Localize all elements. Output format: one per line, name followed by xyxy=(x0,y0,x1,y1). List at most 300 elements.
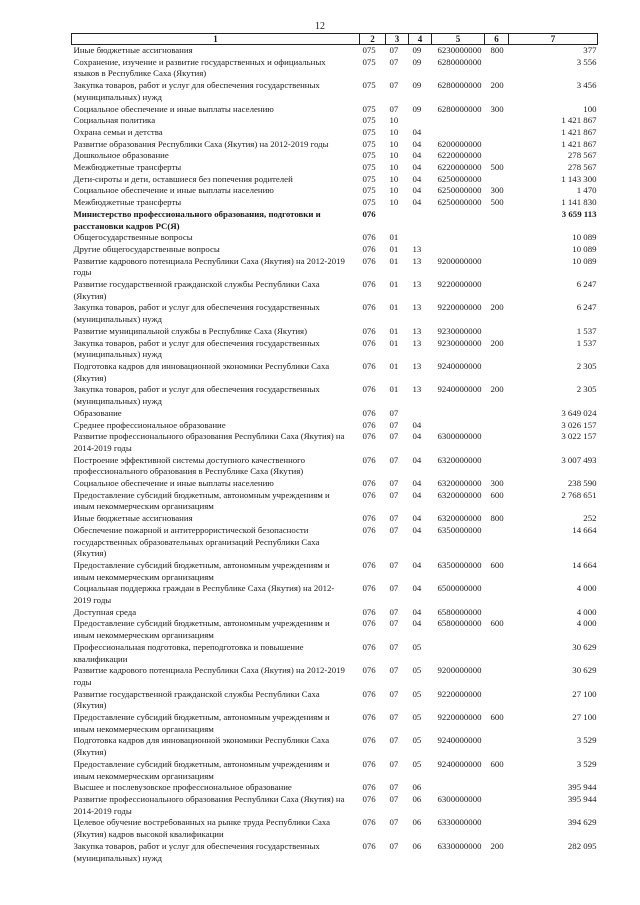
target-item-code: 9200000000 xyxy=(437,255,482,266)
ministry-code: 075 xyxy=(362,103,376,114)
target-item-code: 6500000000 xyxy=(437,583,482,594)
table-row xyxy=(72,150,598,162)
table-row xyxy=(72,57,598,80)
target-item-code: 6580000000 xyxy=(437,618,482,629)
table-row xyxy=(72,794,598,817)
section-code: 01 xyxy=(389,325,399,336)
table-row xyxy=(72,490,598,513)
section-code: 07 xyxy=(389,817,399,828)
row-description: Развитие государственной гражданской службы Республики Саха (Якутия) xyxy=(73,688,320,711)
table-row xyxy=(72,197,598,209)
table-row xyxy=(72,302,598,325)
table-row xyxy=(72,115,598,127)
section-code: 01 xyxy=(389,384,399,395)
subsection-code: 09 xyxy=(412,56,422,67)
ministry-code: 076 xyxy=(362,360,376,371)
amount: 100 xyxy=(583,103,597,114)
table-row xyxy=(72,326,598,338)
target-item-code: 9220000000 xyxy=(437,279,482,290)
table-row xyxy=(72,162,598,174)
expense-type-code xyxy=(485,607,509,619)
section-code xyxy=(386,209,409,232)
expense-type-code: 200 xyxy=(490,384,504,395)
expense-type-code xyxy=(485,408,509,420)
table-row xyxy=(72,735,598,758)
row-description: Охрана семьи и детства xyxy=(73,126,163,137)
amount: 6 247 xyxy=(576,279,597,290)
expense-type-code xyxy=(485,127,509,139)
amount: 1 421 867 xyxy=(561,138,597,149)
amount: 3 007 493 xyxy=(561,454,597,465)
page-number: 12 xyxy=(315,21,325,32)
subsection-code xyxy=(409,115,432,127)
ministry-code: 076 xyxy=(362,407,376,418)
section-code: 07 xyxy=(389,407,399,418)
section-code: 07 xyxy=(389,641,399,652)
expense-type-code xyxy=(485,232,509,244)
amount: 2 305 xyxy=(576,360,597,371)
target-item-code: 6220000000 xyxy=(437,150,482,161)
table-row xyxy=(72,689,598,712)
ministry-code: 076 xyxy=(362,794,376,804)
row-description: Закупка товаров, работ и услуг для обеспечения государственных (муниципальных) нужд xyxy=(73,840,320,863)
table-row xyxy=(72,817,598,840)
amount: 1 421 867 xyxy=(561,115,597,126)
row-description: Развитие государственной гражданской службы Республики Саха (Якутия) xyxy=(73,279,320,301)
expense-type-code: 300 xyxy=(490,103,504,114)
ministry-code: 076 xyxy=(362,302,376,313)
row-description: Межбюджетные трансферты xyxy=(73,197,182,208)
subsection-code: 04 xyxy=(412,478,422,489)
section-code: 10 xyxy=(389,115,399,126)
subsection-code: 04 xyxy=(412,162,422,173)
target-item-code: 6330000000 xyxy=(437,817,482,828)
subsection-code: 04 xyxy=(412,126,422,137)
amount: 1 421 867 xyxy=(561,126,597,137)
ministry-code: 076 xyxy=(362,384,376,395)
section-code: 07 xyxy=(389,454,399,465)
row-description: Предоставление субсидий бюджетным, автономным учреждениям и иным некоммерческим организациям xyxy=(73,559,330,582)
target-item-code: 6250000000 xyxy=(437,185,482,196)
subsection-code: 06 xyxy=(412,840,422,851)
amount: 3 649 024 xyxy=(561,407,597,418)
amount: 377 xyxy=(583,45,597,55)
ministry-code: 076 xyxy=(362,431,376,442)
table-row xyxy=(72,127,598,139)
expense-type-code xyxy=(485,782,509,794)
ministry-code: 075 xyxy=(362,197,376,208)
section-code: 07 xyxy=(389,712,399,723)
row-description: Подготовка кадров для инновационной экономики Республики Саха (Якутия) xyxy=(73,735,330,758)
amount: 1 143 300 xyxy=(561,173,597,184)
amount: 27 100 xyxy=(572,712,597,723)
target-item-code: 9230000000 xyxy=(437,337,482,348)
table-row xyxy=(72,607,598,619)
target-item-code xyxy=(432,420,485,432)
target-item-code: 6320000000 xyxy=(437,513,482,524)
header-col-6: 6 xyxy=(485,34,509,45)
target-item-code xyxy=(432,244,485,256)
subsection-code: 13 xyxy=(412,325,422,336)
subsection-code: 04 xyxy=(412,618,422,629)
expense-type-code xyxy=(485,139,509,151)
amount: 30 629 xyxy=(572,641,597,652)
table-row xyxy=(72,279,598,302)
subsection-code: 04 xyxy=(412,606,422,617)
expense-type-code xyxy=(485,431,509,454)
section-code: 10 xyxy=(389,173,399,184)
subsection-code: 06 xyxy=(412,782,422,793)
section-code: 07 xyxy=(389,103,399,114)
section-code: 07 xyxy=(389,45,399,55)
expense-type-code xyxy=(485,817,509,840)
expense-type-code: 200 xyxy=(490,80,504,91)
row-description: Предоставление субсидий бюджетным, автономным учреждениям и иным некоммерческим организациям xyxy=(73,758,330,781)
ministry-code: 076 xyxy=(362,419,376,430)
expense-type-code: 500 xyxy=(490,197,504,208)
row-description: Обеспечение пожарной и антитеррористической безопасности государственных образовательных организаций Республики Саха (Якутия) xyxy=(73,524,320,559)
ministry-code: 076 xyxy=(362,618,376,629)
row-description: Развитие муниципальной службы в Республике Саха (Якутия) xyxy=(73,325,308,336)
target-item-code: 6300000000 xyxy=(437,794,482,804)
table-row xyxy=(72,560,598,583)
section-code: 07 xyxy=(389,840,399,851)
table-row xyxy=(72,174,598,186)
target-item-code: 9240000000 xyxy=(437,758,482,769)
ministry-code: 076 xyxy=(362,232,376,243)
section-code: 07 xyxy=(389,56,399,67)
amount: 3 022 157 xyxy=(561,431,597,442)
ministry-code: 076 xyxy=(362,758,376,769)
ministry-code: 076 xyxy=(362,688,376,699)
table-row xyxy=(72,256,598,279)
subsection-code: 06 xyxy=(412,817,422,828)
section-code: 07 xyxy=(389,431,399,442)
table-row xyxy=(72,45,598,57)
subsection-code: 05 xyxy=(412,688,422,699)
row-description: Дети-сироты и дети, оставшиеся без попечения родителей xyxy=(73,173,293,184)
row-description: Другие общегосударственные вопросы xyxy=(73,243,220,254)
table-row xyxy=(72,420,598,432)
table-row xyxy=(72,431,598,454)
amount: 278 567 xyxy=(567,150,597,161)
ministry-code: 076 xyxy=(362,665,376,676)
section-code: 07 xyxy=(389,489,399,500)
amount: 238 590 xyxy=(567,478,597,489)
target-item-code: 6250000000 xyxy=(437,197,482,208)
target-item-code xyxy=(432,127,485,139)
subsection-code: 13 xyxy=(412,279,422,290)
expense-type-code: 600 xyxy=(490,618,504,629)
subsection-code: 05 xyxy=(412,735,422,746)
expense-type-code xyxy=(485,57,509,80)
target-item-code: 6280000000 xyxy=(437,56,482,67)
target-item-code xyxy=(432,408,485,420)
target-item-code xyxy=(432,642,485,665)
row-description: Социальная поддержка граждан в Республике Саха (Якутия) на 2012- 2019 годы xyxy=(73,583,335,606)
subsection-code: 09 xyxy=(412,45,422,55)
target-item-code: 6320000000 xyxy=(437,454,482,465)
table-row xyxy=(72,209,598,232)
subsection-code: 13 xyxy=(412,243,422,254)
row-description: Профессиональная подготовка, переподготовка и повышение квалификации xyxy=(73,641,304,664)
target-item-code: 9220000000 xyxy=(437,712,482,723)
subsection-code xyxy=(409,209,432,232)
subsection-code: 06 xyxy=(412,794,422,804)
target-item-code xyxy=(432,209,485,232)
target-item-code: 6330000000 xyxy=(437,840,482,851)
subsection-code: 05 xyxy=(412,641,422,652)
amount: 4 000 xyxy=(576,583,597,594)
amount: 1 537 xyxy=(576,325,597,336)
ministry-code: 076 xyxy=(362,325,376,336)
table-row xyxy=(72,80,598,103)
ministry-code: 076 xyxy=(362,208,376,219)
row-description: Образование xyxy=(73,407,122,418)
expense-type-code xyxy=(485,689,509,712)
header-col-2: 2 xyxy=(360,34,386,45)
expense-type-code: 800 xyxy=(490,45,504,55)
row-description: Закупка товаров, работ и услуг для обеспечения государственных (муниципальных) нужд xyxy=(73,302,320,325)
subsection-code: 13 xyxy=(412,255,422,266)
expense-type-code: 300 xyxy=(490,185,504,196)
row-description: Закупка товаров, работ и услуг для обеспечения государственных (муниципальных) нужд xyxy=(73,384,320,407)
row-description: Социальная политика xyxy=(73,115,156,126)
section-code: 01 xyxy=(389,337,399,348)
ministry-code: 076 xyxy=(362,478,376,489)
section-code: 07 xyxy=(389,583,399,594)
subsection-code: 04 xyxy=(412,150,422,161)
amount: 4 000 xyxy=(576,618,597,629)
section-code: 10 xyxy=(389,162,399,173)
subsection-code xyxy=(409,232,432,244)
section-code: 01 xyxy=(389,360,399,371)
expense-type-code xyxy=(485,455,509,478)
subsection-code: 04 xyxy=(412,431,422,442)
ministry-code: 075 xyxy=(362,150,376,161)
row-description: Министерство профессионального образования, подготовки и расстановки кадров РС(Я) xyxy=(73,208,321,231)
amount: 3 529 xyxy=(576,758,597,769)
ministry-code: 076 xyxy=(362,712,376,723)
amount: 10 089 xyxy=(572,243,597,254)
amount: 1 141 830 xyxy=(561,197,597,208)
subsection-code: 09 xyxy=(412,103,422,114)
subsection-code: 04 xyxy=(412,559,422,570)
expense-type-code xyxy=(485,174,509,186)
amount: 1 537 xyxy=(576,337,597,348)
table-row xyxy=(72,642,598,665)
amount: 2 305 xyxy=(576,384,597,395)
amount: 2 768 651 xyxy=(561,489,597,500)
table-row xyxy=(72,104,598,116)
ministry-code: 075 xyxy=(362,185,376,196)
ministry-code: 076 xyxy=(362,782,376,793)
row-description: Развитие кадрового потенциала Республики Саха (Якутия) на 2012-2019 годы xyxy=(73,255,345,278)
target-item-code: 9200000000 xyxy=(437,665,482,676)
ministry-code: 075 xyxy=(362,162,376,173)
expense-type-code: 600 xyxy=(490,489,504,500)
ministry-code: 075 xyxy=(362,80,376,91)
subsection-code: 04 xyxy=(412,197,422,208)
subsection-code: 04 xyxy=(412,513,422,524)
expense-type-code: 600 xyxy=(490,758,504,769)
expense-type-code xyxy=(485,209,509,232)
row-description: Иные бюджетные ассигнования xyxy=(73,513,193,524)
expense-type-code: 200 xyxy=(490,302,504,313)
amount: 1 470 xyxy=(576,185,597,196)
target-item-code: 6280000000 xyxy=(437,103,482,114)
amount: 394 629 xyxy=(567,817,597,828)
subsection-code: 04 xyxy=(412,524,422,535)
expense-type-code: 300 xyxy=(490,478,504,489)
table-row xyxy=(72,338,598,361)
row-description: Развитие профессионального образования Республики Саха (Якутия) на 2014-2019 годы xyxy=(73,794,345,816)
amount: 3 529 xyxy=(576,735,597,746)
expense-type-code xyxy=(485,583,509,606)
table-row xyxy=(72,712,598,735)
section-code: 10 xyxy=(389,185,399,196)
section-code: 07 xyxy=(389,618,399,629)
expense-type-code xyxy=(485,420,509,432)
expense-type-code: 600 xyxy=(490,559,504,570)
subsection-code: 04 xyxy=(412,583,422,594)
ministry-code: 076 xyxy=(362,559,376,570)
amount: 3 659 113 xyxy=(561,208,597,219)
section-code: 07 xyxy=(389,758,399,769)
table-row xyxy=(72,139,598,151)
amount: 10 089 xyxy=(572,255,597,266)
header-col-7: 7 xyxy=(509,34,598,45)
budget-table xyxy=(71,33,598,864)
table-row xyxy=(72,408,598,420)
ministry-code: 076 xyxy=(362,255,376,266)
ministry-code: 076 xyxy=(362,279,376,290)
subsection-code: 05 xyxy=(412,758,422,769)
target-item-code xyxy=(432,232,485,244)
amount: 14 664 xyxy=(572,524,597,535)
ministry-code: 076 xyxy=(362,606,376,617)
target-item-code: 6580000000 xyxy=(437,606,482,617)
subsection-code: 04 xyxy=(412,138,422,149)
ministry-code: 076 xyxy=(362,513,376,524)
amount: 14 664 xyxy=(572,559,597,570)
target-item-code: 6320000000 xyxy=(437,489,482,500)
section-code: 10 xyxy=(389,197,399,208)
section-code: 07 xyxy=(389,513,399,524)
table-row xyxy=(72,244,598,256)
row-description: Социальное обеспечение и иные выплаты населению xyxy=(73,478,274,489)
row-description: Высшее и послевузовское профессиональное образование xyxy=(73,782,292,793)
amount: 395 944 xyxy=(567,794,597,804)
section-code: 10 xyxy=(389,150,399,161)
row-description: Социальное обеспечение и иные выплаты населению xyxy=(73,185,274,196)
target-item-code: 9220000000 xyxy=(437,302,482,313)
section-code: 07 xyxy=(389,606,399,617)
section-code: 01 xyxy=(389,302,399,313)
section-code: 07 xyxy=(389,80,399,91)
subsection-code: 13 xyxy=(412,337,422,348)
section-code: 01 xyxy=(389,279,399,290)
subsection-code: 05 xyxy=(412,712,422,723)
header-col-4: 4 xyxy=(409,34,432,45)
amount: 27 100 xyxy=(572,688,597,699)
table-row xyxy=(72,478,598,490)
subsection-code: 13 xyxy=(412,302,422,313)
table-row xyxy=(72,618,598,641)
target-item-code: 9240000000 xyxy=(437,735,482,746)
subsection-code: 09 xyxy=(412,80,422,91)
expense-type-code xyxy=(485,256,509,279)
row-description: Доступная среда xyxy=(73,606,137,617)
target-item-code: 9240000000 xyxy=(437,384,482,395)
amount: 252 xyxy=(583,513,597,524)
ministry-code: 076 xyxy=(362,840,376,851)
ministry-code: 075 xyxy=(362,173,376,184)
subsection-code: 13 xyxy=(412,360,422,371)
amount: 30 629 xyxy=(572,665,597,676)
target-item-code: 6250000000 xyxy=(437,173,482,184)
target-item-code: 6230000000 xyxy=(437,45,482,55)
subsection-code: 13 xyxy=(412,384,422,395)
table-row xyxy=(72,759,598,782)
amount: 395 944 xyxy=(567,782,597,793)
table-row xyxy=(72,525,598,560)
expense-type-code: 600 xyxy=(490,712,504,723)
subsection-code: 04 xyxy=(412,489,422,500)
expense-type-code xyxy=(485,326,509,338)
row-description: Дошкольное образование xyxy=(73,150,169,161)
subsection-code: 04 xyxy=(412,419,422,430)
target-item-code xyxy=(432,115,485,127)
expense-type-code xyxy=(485,665,509,688)
amount: 282 095 xyxy=(567,840,597,851)
expense-type-code xyxy=(485,735,509,758)
table-row xyxy=(72,455,598,478)
section-code: 07 xyxy=(389,478,399,489)
row-description: Развитие профессионального образования Республики Саха (Якутия) на 2014-2019 годы xyxy=(73,431,345,453)
row-description: Межбюджетные трансферты xyxy=(73,162,182,173)
section-code: 07 xyxy=(389,419,399,430)
row-description: Среднее профессиональное образование xyxy=(73,419,226,430)
expense-type-code xyxy=(485,244,509,256)
section-code: 01 xyxy=(389,243,399,254)
table-row xyxy=(72,782,598,794)
target-item-code: 6320000000 xyxy=(437,478,482,489)
ministry-code: 076 xyxy=(362,489,376,500)
expense-type-code xyxy=(485,361,509,384)
expense-type-code: 500 xyxy=(490,162,504,173)
table-row xyxy=(72,513,598,525)
target-item-code: 6220000000 xyxy=(437,162,482,173)
target-item-code: 6280000000 xyxy=(437,80,482,91)
expense-type-code xyxy=(485,279,509,302)
row-description: Общегосударственные вопросы xyxy=(73,232,193,243)
header-col-1: 1 xyxy=(72,34,360,45)
ministry-code: 075 xyxy=(362,115,376,126)
target-item-code xyxy=(432,782,485,794)
expense-type-code xyxy=(485,150,509,162)
target-item-code: 9230000000 xyxy=(437,325,482,336)
target-item-code: 6350000000 xyxy=(437,559,482,570)
amount: 3 026 157 xyxy=(561,419,597,430)
row-description: Целевое обучение востребованных на рынке труда Республики Саха (Якутия) кадров высокой квалификации xyxy=(73,817,331,840)
ministry-code: 076 xyxy=(362,583,376,594)
row-description: Подготовка кадров для инновационной экономики Республики Саха (Якутия) xyxy=(73,360,330,383)
table-row xyxy=(72,841,598,864)
subsection-code xyxy=(409,408,432,420)
ministry-code: 076 xyxy=(362,337,376,348)
section-code: 07 xyxy=(389,794,399,804)
